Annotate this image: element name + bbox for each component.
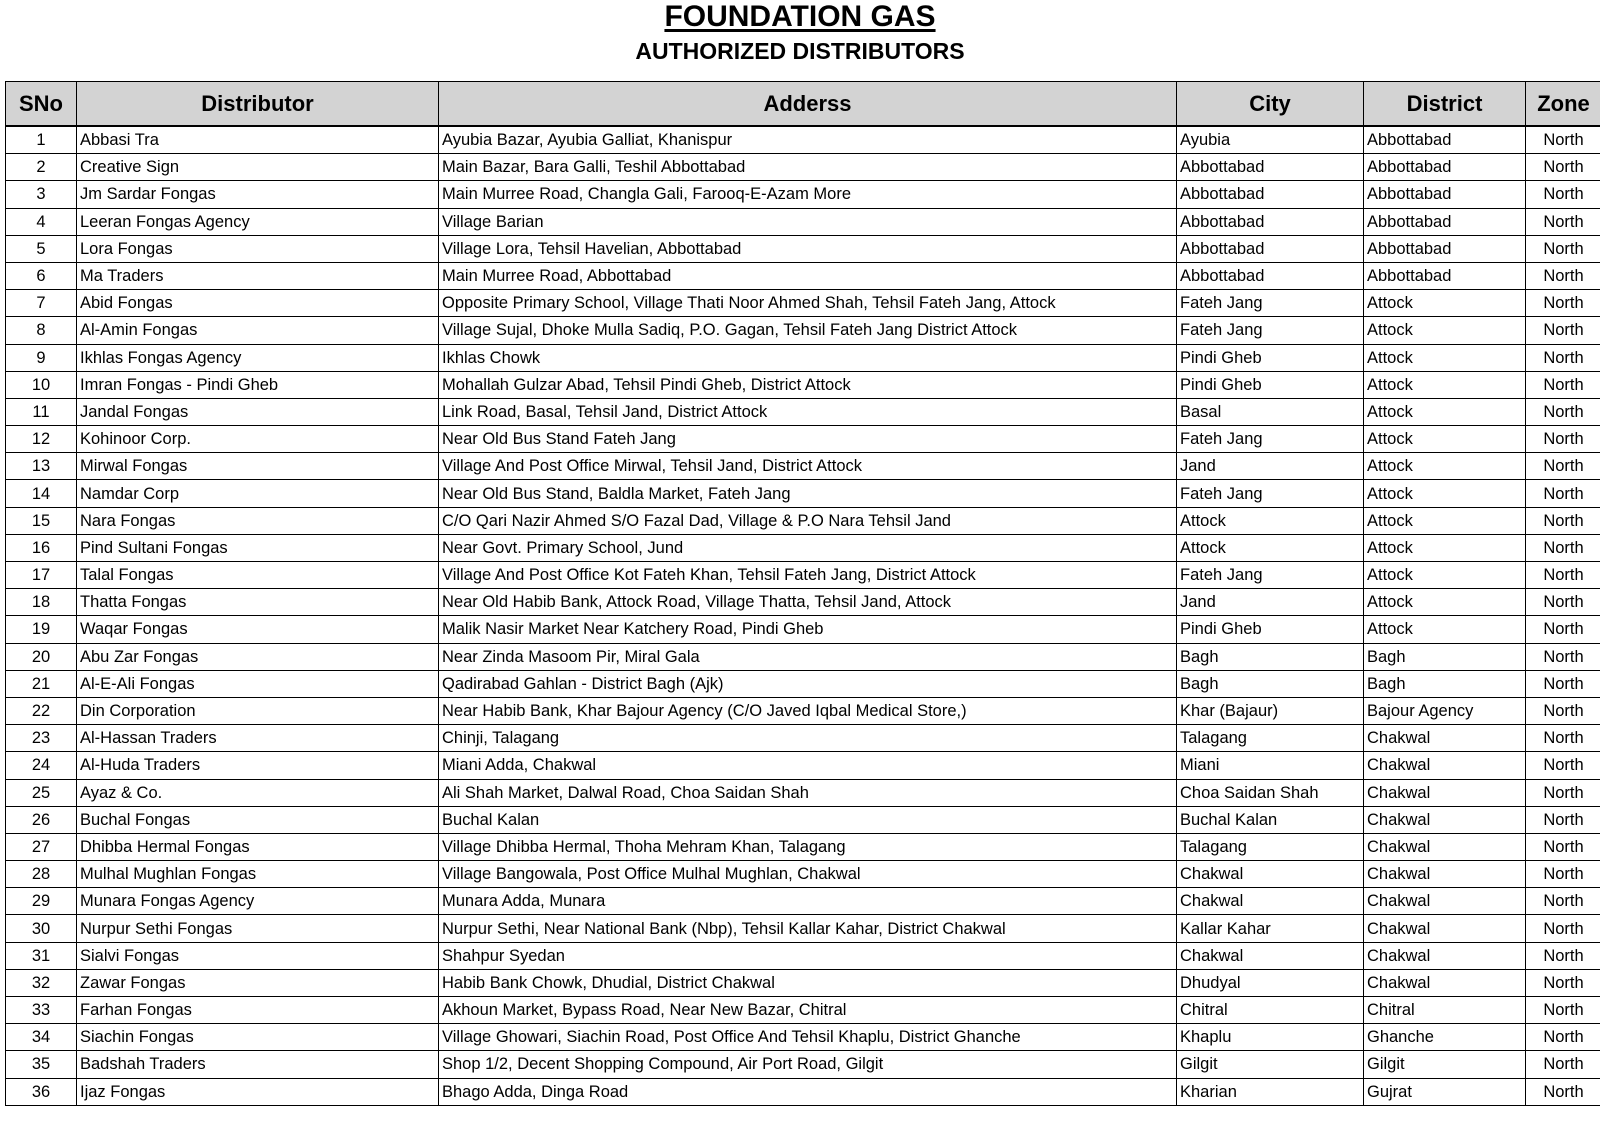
cell-zone: North <box>1526 589 1600 616</box>
cell-sno: 26 <box>6 806 77 833</box>
cell-zone: North <box>1526 344 1600 371</box>
cell-zone: North <box>1526 888 1600 915</box>
cell-sno: 13 <box>6 453 77 480</box>
cell-distributor: Munara Fongas Agency <box>77 888 439 915</box>
cell-distributor: Ijaz Fongas <box>77 1078 439 1105</box>
cell-city: Gilgit <box>1177 1051 1364 1078</box>
cell-address: Miani Adda, Chakwal <box>439 752 1177 779</box>
cell-district: Attock <box>1364 453 1526 480</box>
cell-distributor: Buchal Fongas <box>77 806 439 833</box>
cell-district: Chakwal <box>1364 806 1526 833</box>
cell-distributor: Ikhlas Fongas Agency <box>77 344 439 371</box>
cell-city: Bagh <box>1177 643 1364 670</box>
cell-city: Fateh Jang <box>1177 317 1364 344</box>
cell-district: Chakwal <box>1364 833 1526 860</box>
cell-sno: 22 <box>6 697 77 724</box>
cell-distributor: Ayaz & Co. <box>77 779 439 806</box>
table-row <box>6 562 1600 589</box>
table-row <box>6 779 1600 806</box>
cell-address: Opposite Primary School, Village Thati Noor Ahmed Shah, Tehsil Fateh Jang, Attock <box>439 290 1177 317</box>
cell-address: Chinji, Talagang <box>439 725 1177 752</box>
cell-district: Chakwal <box>1364 915 1526 942</box>
cell-distributor: Al-Hassan Traders <box>77 725 439 752</box>
cell-sno: 29 <box>6 888 77 915</box>
cell-sno: 23 <box>6 725 77 752</box>
cell-city: Bagh <box>1177 670 1364 697</box>
cell-city: Miani <box>1177 752 1364 779</box>
cell-district: Chakwal <box>1364 861 1526 888</box>
cell-district: Attock <box>1364 344 1526 371</box>
cell-district: Bagh <box>1364 643 1526 670</box>
cell-distributor: Al-Huda Traders <box>77 752 439 779</box>
cell-zone: North <box>1526 670 1600 697</box>
table-row <box>6 154 1600 181</box>
cell-distributor: Pind Sultani Fongas <box>77 534 439 561</box>
table-row <box>6 915 1600 942</box>
cell-zone: North <box>1526 616 1600 643</box>
cell-zone: North <box>1526 480 1600 507</box>
cell-address: Bhago Adda, Dinga Road <box>439 1078 1177 1105</box>
cell-address: Munara Adda, Munara <box>439 888 1177 915</box>
table-row <box>6 1024 1600 1051</box>
table-row <box>6 888 1600 915</box>
cell-city: Attock <box>1177 507 1364 534</box>
cell-zone: North <box>1526 262 1600 289</box>
table-row <box>6 208 1600 235</box>
cell-city: Abbottabad <box>1177 181 1364 208</box>
cell-distributor: Mirwal Fongas <box>77 453 439 480</box>
cell-city: Khar (Bajaur) <box>1177 697 1364 724</box>
cell-distributor: Namdar Corp <box>77 480 439 507</box>
cell-district: Attock <box>1364 616 1526 643</box>
table-row <box>6 480 1600 507</box>
cell-sno: 12 <box>6 426 77 453</box>
cell-address: Shahpur Syedan <box>439 942 1177 969</box>
cell-district: Chakwal <box>1364 942 1526 969</box>
table-row <box>6 344 1600 371</box>
table-row <box>6 643 1600 670</box>
cell-city: Kharian <box>1177 1078 1364 1105</box>
cell-distributor: Zawar Fongas <box>77 969 439 996</box>
column-header-zone: Zone <box>1526 82 1600 127</box>
cell-address: Village Dhibba Hermal, Thoha Mehram Khan, Talagang <box>439 833 1177 860</box>
cell-city: Fateh Jang <box>1177 480 1364 507</box>
cell-address: Near Govt. Primary School, Jund <box>439 534 1177 561</box>
cell-city: Chakwal <box>1177 942 1364 969</box>
cell-address: Habib Bank Chowk, Dhudial, District Chakwal <box>439 969 1177 996</box>
cell-address: Shop 1/2, Decent Shopping Compound, Air Port Road, Gilgit <box>439 1051 1177 1078</box>
cell-district: Bajour Agency <box>1364 697 1526 724</box>
cell-sno: 14 <box>6 480 77 507</box>
cell-district: Chakwal <box>1364 725 1526 752</box>
cell-address: Village Bangowala, Post Office Mulhal Mughlan, Chakwal <box>439 861 1177 888</box>
cell-city: Fateh Jang <box>1177 562 1364 589</box>
table-row <box>6 426 1600 453</box>
cell-distributor: Imran Fongas - Pindi Gheb <box>77 371 439 398</box>
cell-sno: 15 <box>6 507 77 534</box>
cell-zone: North <box>1526 126 1600 154</box>
cell-sno: 28 <box>6 861 77 888</box>
cell-zone: North <box>1526 779 1600 806</box>
cell-zone: North <box>1526 235 1600 262</box>
cell-zone: North <box>1526 208 1600 235</box>
cell-distributor: Nurpur Sethi Fongas <box>77 915 439 942</box>
cell-zone: North <box>1526 317 1600 344</box>
cell-sno: 19 <box>6 616 77 643</box>
cell-address: Akhoun Market, Bypass Road, Near New Bazar, Chitral <box>439 997 1177 1024</box>
cell-zone: North <box>1526 371 1600 398</box>
cell-city: Attock <box>1177 534 1364 561</box>
column-header-sno: SNo <box>6 82 77 127</box>
table-row <box>6 262 1600 289</box>
cell-zone: North <box>1526 1051 1600 1078</box>
cell-sno: 34 <box>6 1024 77 1051</box>
cell-address: C/O Qari Nazir Ahmed S/O Fazal Dad, Village & P.O Nara Tehsil Jand <box>439 507 1177 534</box>
cell-zone: North <box>1526 997 1600 1024</box>
cell-district: Chitral <box>1364 997 1526 1024</box>
cell-district: Attock <box>1364 562 1526 589</box>
cell-sno: 10 <box>6 371 77 398</box>
cell-zone: North <box>1526 915 1600 942</box>
cell-zone: North <box>1526 453 1600 480</box>
cell-city: Chakwal <box>1177 861 1364 888</box>
cell-district: Attock <box>1364 426 1526 453</box>
table-row <box>6 752 1600 779</box>
cell-address: Malik Nasir Market Near Katchery Road, Pindi Gheb <box>439 616 1177 643</box>
cell-address: Buchal Kalan <box>439 806 1177 833</box>
cell-sno: 6 <box>6 262 77 289</box>
column-header-distributor: Distributor <box>77 82 439 127</box>
cell-zone: North <box>1526 1078 1600 1105</box>
cell-district: Attock <box>1364 317 1526 344</box>
column-header-district: District <box>1364 82 1526 127</box>
cell-city: Talagang <box>1177 833 1364 860</box>
table-row <box>6 697 1600 724</box>
cell-distributor: Abu Zar Fongas <box>77 643 439 670</box>
cell-zone: North <box>1526 290 1600 317</box>
cell-city: Talagang <box>1177 725 1364 752</box>
cell-sno: 5 <box>6 235 77 262</box>
cell-zone: North <box>1526 697 1600 724</box>
cell-district: Attock <box>1364 507 1526 534</box>
cell-zone: North <box>1526 426 1600 453</box>
cell-city: Pindi Gheb <box>1177 616 1364 643</box>
cell-distributor: Badshah Traders <box>77 1051 439 1078</box>
cell-district: Abbottabad <box>1364 262 1526 289</box>
cell-city: Fateh Jang <box>1177 290 1364 317</box>
cell-zone: North <box>1526 725 1600 752</box>
cell-city: Dhudyal <box>1177 969 1364 996</box>
cell-district: Abbottabad <box>1364 181 1526 208</box>
cell-district: Bagh <box>1364 670 1526 697</box>
table-row <box>6 534 1600 561</box>
cell-sno: 31 <box>6 942 77 969</box>
cell-district: Abbottabad <box>1364 126 1526 154</box>
table-row <box>6 725 1600 752</box>
table-row <box>6 997 1600 1024</box>
cell-sno: 4 <box>6 208 77 235</box>
cell-sno: 35 <box>6 1051 77 1078</box>
cell-address: Qadirabad Gahlan - District Bagh (Ajk) <box>439 670 1177 697</box>
cell-sno: 8 <box>6 317 77 344</box>
cell-address: Village Barian <box>439 208 1177 235</box>
cell-city: Jand <box>1177 453 1364 480</box>
table-row <box>6 616 1600 643</box>
cell-address: Village And Post Office Kot Fateh Khan, Tehsil Fateh Jang, District Attock <box>439 562 1177 589</box>
cell-zone: North <box>1526 833 1600 860</box>
cell-sno: 30 <box>6 915 77 942</box>
cell-address: Ayubia Bazar, Ayubia Galliat, Khanispur <box>439 126 1177 154</box>
cell-zone: North <box>1526 562 1600 589</box>
cell-zone: North <box>1526 861 1600 888</box>
cell-district: Attock <box>1364 290 1526 317</box>
table-row <box>6 806 1600 833</box>
cell-distributor: Creative Sign <box>77 154 439 181</box>
cell-zone: North <box>1526 181 1600 208</box>
cell-city: Abbottabad <box>1177 235 1364 262</box>
cell-district: Chakwal <box>1364 888 1526 915</box>
cell-sno: 2 <box>6 154 77 181</box>
cell-distributor: Siachin Fongas <box>77 1024 439 1051</box>
cell-sno: 36 <box>6 1078 77 1105</box>
cell-district: Ghanche <box>1364 1024 1526 1051</box>
cell-address: Village Ghowari, Siachin Road, Post Office And Tehsil Khaplu, District Ghanche <box>439 1024 1177 1051</box>
table-body <box>6 126 1600 1105</box>
cell-address: Near Zinda Masoom Pir, Miral Gala <box>439 643 1177 670</box>
cell-sno: 1 <box>6 126 77 154</box>
table-row <box>6 453 1600 480</box>
cell-address: Village Lora, Tehsil Havelian, Abbottabad <box>439 235 1177 262</box>
cell-distributor: Nara Fongas <box>77 507 439 534</box>
cell-city: Jand <box>1177 589 1364 616</box>
cell-city: Chitral <box>1177 997 1364 1024</box>
cell-address: Near Old Habib Bank, Attock Road, Village Thatta, Tehsil Jand, Attock <box>439 589 1177 616</box>
cell-address: Mohallah Gulzar Abad, Tehsil Pindi Gheb, District Attock <box>439 371 1177 398</box>
cell-sno: 20 <box>6 643 77 670</box>
cell-distributor: Kohinoor Corp. <box>77 426 439 453</box>
cell-city: Kallar Kahar <box>1177 915 1364 942</box>
cell-address: Main Murree Road, Changla Gali, Farooq-E-Azam More <box>439 181 1177 208</box>
table-row <box>6 1051 1600 1078</box>
cell-district: Gilgit <box>1364 1051 1526 1078</box>
table-row <box>6 371 1600 398</box>
cell-district: Chakwal <box>1364 969 1526 996</box>
table-row <box>6 833 1600 860</box>
table-header-row <box>6 82 1600 127</box>
table-row <box>6 507 1600 534</box>
cell-zone: North <box>1526 507 1600 534</box>
cell-zone: North <box>1526 398 1600 425</box>
cell-sno: 25 <box>6 779 77 806</box>
cell-sno: 27 <box>6 833 77 860</box>
cell-address: Village Sujal, Dhoke Mulla Sadiq, P.O. Gagan, Tehsil Fateh Jang District Attock <box>439 317 1177 344</box>
cell-zone: North <box>1526 942 1600 969</box>
column-header-city: City <box>1177 82 1364 127</box>
table-row <box>6 1078 1600 1105</box>
page-subtitle: AUTHORIZED DISTRIBUTORS <box>635 38 965 64</box>
cell-distributor: Waqar Fongas <box>77 616 439 643</box>
cell-city: Buchal Kalan <box>1177 806 1364 833</box>
cell-city: Abbottabad <box>1177 262 1364 289</box>
table-row <box>6 290 1600 317</box>
cell-city: Chakwal <box>1177 888 1364 915</box>
cell-distributor: Din Corporation <box>77 697 439 724</box>
cell-zone: North <box>1526 969 1600 996</box>
cell-district: Attock <box>1364 480 1526 507</box>
cell-sno: 18 <box>6 589 77 616</box>
cell-district: Abbottabad <box>1364 154 1526 181</box>
cell-distributor: Al-Amin Fongas <box>77 317 439 344</box>
cell-distributor: Al-E-Ali Fongas <box>77 670 439 697</box>
cell-sno: 7 <box>6 290 77 317</box>
table-row <box>6 969 1600 996</box>
cell-sno: 21 <box>6 670 77 697</box>
cell-district: Attock <box>1364 371 1526 398</box>
cell-distributor: Ma Traders <box>77 262 439 289</box>
cell-distributor: Thatta Fongas <box>77 589 439 616</box>
cell-district: Attock <box>1364 589 1526 616</box>
table-row <box>6 861 1600 888</box>
cell-zone: North <box>1526 643 1600 670</box>
cell-sno: 24 <box>6 752 77 779</box>
cell-zone: North <box>1526 806 1600 833</box>
cell-city: Ayubia <box>1177 126 1364 154</box>
cell-city: Pindi Gheb <box>1177 344 1364 371</box>
cell-zone: North <box>1526 752 1600 779</box>
cell-zone: North <box>1526 1024 1600 1051</box>
cell-distributor: Talal Fongas <box>77 562 439 589</box>
cell-city: Basal <box>1177 398 1364 425</box>
table-row <box>6 670 1600 697</box>
cell-address: Village And Post Office Mirwal, Tehsil Jand, District Attock <box>439 453 1177 480</box>
cell-district: Abbottabad <box>1364 235 1526 262</box>
cell-sno: 16 <box>6 534 77 561</box>
cell-address: Nurpur Sethi, Near National Bank (Nbp), Tehsil Kallar Kahar, District Chakwal <box>439 915 1177 942</box>
cell-distributor: Jandal Fongas <box>77 398 439 425</box>
cell-distributor: Mulhal Mughlan Fongas <box>77 861 439 888</box>
cell-address: Ikhlas Chowk <box>439 344 1177 371</box>
cell-sno: 11 <box>6 398 77 425</box>
table-row <box>6 126 1600 154</box>
column-header-address: Adderss <box>439 82 1177 127</box>
cell-address: Ali Shah Market, Dalwal Road, Choa Saidan Shah <box>439 779 1177 806</box>
cell-city: Pindi Gheb <box>1177 371 1364 398</box>
cell-district: Chakwal <box>1364 752 1526 779</box>
cell-zone: North <box>1526 154 1600 181</box>
table-row <box>6 398 1600 425</box>
cell-distributor: Dhibba Hermal Fongas <box>77 833 439 860</box>
cell-city: Fateh Jang <box>1177 426 1364 453</box>
cell-distributor: Abbasi Tra <box>77 126 439 154</box>
cell-address: Near Old Bus Stand Fateh Jang <box>439 426 1177 453</box>
cell-distributor: Lora Fongas <box>77 235 439 262</box>
cell-distributor: Jm Sardar Fongas <box>77 181 439 208</box>
cell-address: Main Bazar, Bara Galli, Teshil Abbottabad <box>439 154 1177 181</box>
cell-distributor: Abid Fongas <box>77 290 439 317</box>
cell-city: Abbottabad <box>1177 208 1364 235</box>
cell-district: Abbottabad <box>1364 208 1526 235</box>
cell-address: Main Murree Road, Abbottabad <box>439 262 1177 289</box>
cell-address: Link Road, Basal, Tehsil Jand, District Attock <box>439 398 1177 425</box>
cell-distributor: Leeran Fongas Agency <box>77 208 439 235</box>
cell-city: Khaplu <box>1177 1024 1364 1051</box>
cell-zone: North <box>1526 534 1600 561</box>
cell-sno: 17 <box>6 562 77 589</box>
cell-distributor: Farhan Fongas <box>77 997 439 1024</box>
cell-address: Near Old Bus Stand, Baldla Market, Fateh Jang <box>439 480 1177 507</box>
cell-sno: 9 <box>6 344 77 371</box>
table-row <box>6 942 1600 969</box>
table-row <box>6 589 1600 616</box>
cell-district: Attock <box>1364 398 1526 425</box>
cell-address: Near Habib Bank, Khar Bajour Agency (C/O Javed Iqbal Medical Store,) <box>439 697 1177 724</box>
cell-sno: 32 <box>6 969 77 996</box>
table-row <box>6 317 1600 344</box>
cell-district: Chakwal <box>1364 779 1526 806</box>
cell-district: Gujrat <box>1364 1078 1526 1105</box>
page-title: FOUNDATION GAS <box>664 0 936 33</box>
cell-distributor: Sialvi Fongas <box>77 942 439 969</box>
cell-sno: 3 <box>6 181 77 208</box>
table-row <box>6 181 1600 208</box>
cell-city: Choa Saidan Shah <box>1177 779 1364 806</box>
cell-city: Abbottabad <box>1177 154 1364 181</box>
distributors-table <box>5 81 1600 1106</box>
cell-sno: 33 <box>6 997 77 1024</box>
table-row <box>6 235 1600 262</box>
cell-district: Attock <box>1364 534 1526 561</box>
